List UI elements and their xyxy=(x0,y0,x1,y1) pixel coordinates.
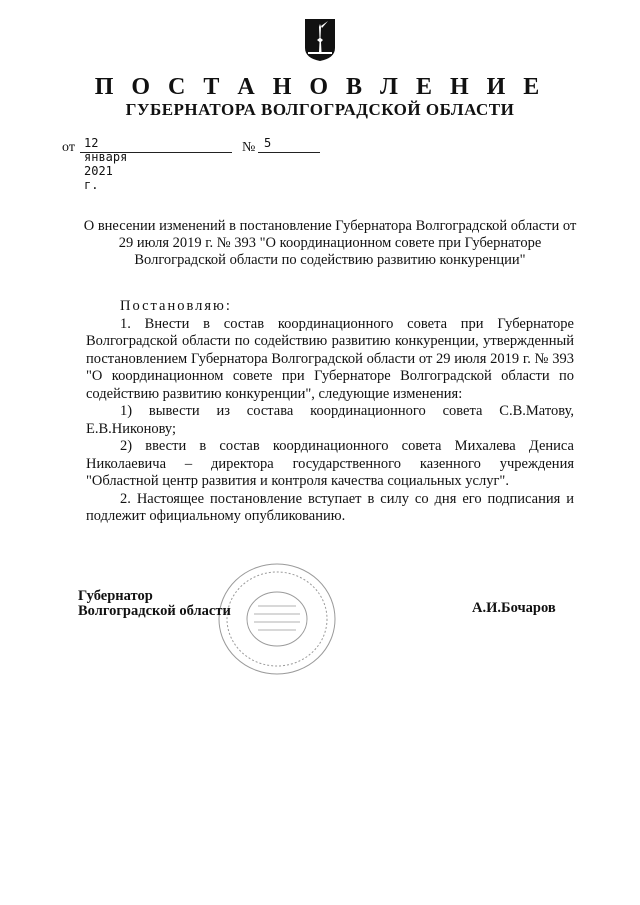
document-date: 12 января 2021 г. xyxy=(84,136,128,192)
item-1: 1. Внести в состав координационного совета при Губернаторе Волгоградской области по содействию развитию конкуренции, утвержденный постановлением Губернатора Волгоградской области от 29 июля 2019 г. № 393 "О координационном совете при Губернаторе Волгоградской области по содействию развитию конкуренции", следующие изменения: xyxy=(86,315,574,402)
signatory-name: А.И.Бочаров xyxy=(472,600,556,616)
document-title: П О С Т А Н О В Л Е Н И Е xyxy=(94,74,546,100)
signatory-position-line2: Волгоградской области xyxy=(78,603,231,619)
document-subject: О внесении изменений в постановление Губернатора Волгоградской области от 29 июля 2019 г. № 393 "О координационном совете при Губернаторе Волгоградской области по содействию развитию конкуренции" xyxy=(83,218,577,268)
resolve-heading: Постановляю: xyxy=(120,298,232,314)
document-body xyxy=(86,298,574,526)
number-label: № xyxy=(242,140,256,155)
volgograd-coat-of-arms-icon xyxy=(304,18,336,62)
official-seal-stamp-icon xyxy=(212,558,342,680)
date-from-label: от xyxy=(62,140,75,155)
item-1-sub-2: 2) ввести в состав координационного совета Михалева Дениса Николаевича – директора государственного казенного учреждения "Областной центр развития и контроля качества социальных услуг". xyxy=(86,438,574,489)
signatory-position xyxy=(78,589,231,619)
item-2: 2. Настоящее постановление вступает в силу со дня его подписания и подлежит официальному опубликованию. xyxy=(86,490,574,524)
document-number: 5 xyxy=(264,136,272,150)
signatory-position-line1: Губернатор xyxy=(78,588,153,604)
item-1-sub-1: 1) вывести из состава координационного совета С.В.Матову, Е.В.Никонову; xyxy=(86,403,574,437)
document-subtitle: ГУБЕРНАТОРА ВОЛГОГРАДСКОЙ ОБЛАСТИ xyxy=(125,100,515,119)
